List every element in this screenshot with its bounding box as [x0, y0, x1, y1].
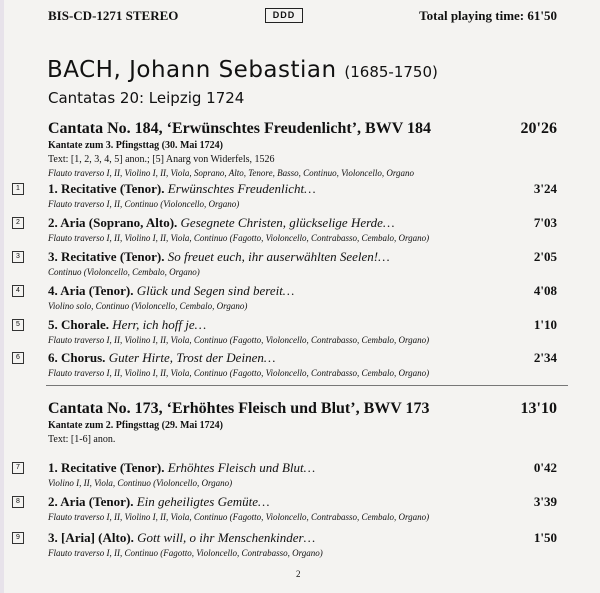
track-incipit: Gesegnete Christen, glückselige Herde…	[180, 215, 395, 230]
text-credit: Text: [1-6] anon.	[48, 434, 116, 445]
composer-name: BACH, Johann Sebastian	[47, 57, 337, 83]
composer-years: (1685-1750)	[344, 63, 438, 81]
track-instruments: Flauto traverso I, II, Continuo (Fagotto, Violoncello, Contrabasso, Organo)	[48, 548, 323, 558]
track-movement: 3. [Aria] (Alto).	[48, 530, 134, 545]
track-row[interactable]	[0, 317, 600, 353]
track-incipit: Guter Hirte, Trost der Deinen…	[108, 350, 276, 365]
track-row[interactable]	[0, 249, 600, 285]
track-incipit: Glück und Segen sind bereit…	[136, 283, 295, 298]
ddd-badge: DDD	[265, 8, 303, 23]
occasion-label: Kantate zum 2. Pfingsttag	[48, 420, 160, 431]
track-instruments: Flauto traverso I, II, Violino I, II, Viola, Continuo (Fagotto, Violoncello, Contrabasso, Cembalo, Organo)	[48, 512, 430, 522]
track-title	[48, 317, 206, 333]
track-number: 7	[12, 462, 24, 474]
section-divider	[46, 385, 568, 386]
cantata-title: Cantata No. 173, ‘Erhöhtes Fleisch und Blut’, BWV 173	[48, 400, 430, 417]
track-number: 5	[12, 319, 24, 331]
catalog-number: BIS-CD-1271 STEREO	[48, 8, 179, 23]
track-duration: 2'34	[533, 350, 557, 365]
track-incipit: Gott will, o ihr Menschenkinder…	[137, 530, 316, 545]
track-duration: 0'42	[533, 460, 557, 475]
track-number: 3	[12, 251, 24, 263]
track-duration: 1'50	[533, 530, 557, 545]
composer-heading	[47, 57, 438, 83]
track-number: 9	[12, 532, 24, 544]
page-number: 2	[296, 569, 301, 579]
track-duration: 3'39	[533, 494, 557, 509]
track-title	[48, 530, 315, 546]
track-row[interactable]	[0, 460, 600, 496]
track-number: 6	[12, 352, 24, 364]
track-number: 1	[12, 183, 24, 195]
track-title	[48, 181, 316, 197]
occasion-date: (30. Mai 1724)	[161, 140, 223, 151]
track-incipit: Ein geheiligtes Gemüte…	[136, 494, 270, 509]
track-title	[48, 494, 270, 510]
track-row[interactable]	[0, 181, 600, 217]
track-row[interactable]	[0, 494, 600, 530]
track-number: 4	[12, 285, 24, 297]
collection-title: Cantatas 20: Leipzig 1724	[48, 89, 245, 107]
track-instruments: Flauto traverso I, II, Violino I, II, Viola, Continuo (Fagotto, Violoncello, Contrabasso, Cembalo, Organo)	[48, 233, 430, 243]
cantata-title: Cantata No. 184, ‘Erwünschtes Freudenlicht’, BWV 184	[48, 120, 431, 137]
track-incipit: Herr, ich hoff je…	[112, 317, 207, 332]
track-row[interactable]	[0, 530, 600, 566]
track-incipit: Erwünschtes Freudenlicht…	[167, 181, 316, 196]
track-row[interactable]	[0, 283, 600, 319]
track-instruments: Violino I, II, Viola, Continuo (Violoncello, Organo)	[48, 478, 233, 488]
track-movement: 3. Recitative (Tenor).	[48, 249, 165, 264]
occasion-date: (29. Mai 1724)	[161, 420, 223, 431]
track-movement: 6. Chorus.	[48, 350, 106, 365]
track-movement: 2. Aria (Tenor).	[48, 494, 134, 509]
occasion-label: Kantate zum 3. Pfingsttag	[48, 140, 160, 151]
track-movement: 5. Chorale.	[48, 317, 110, 332]
cantata-occasion	[48, 140, 223, 151]
track-duration: 2'05	[533, 249, 557, 264]
track-incipit: So freuet euch, ihr auserwählten Seelen!…	[167, 249, 390, 264]
cantata-duration: 20'26	[520, 120, 557, 137]
track-instruments: Violino solo, Continuo (Violoncello, Cembalo, Organo)	[48, 301, 248, 311]
track-instruments: Continuo (Violoncello, Cembalo, Organo)	[48, 267, 200, 277]
track-title	[48, 350, 275, 366]
cantata-occasion	[48, 420, 223, 431]
track-row[interactable]	[0, 350, 600, 386]
track-movement: 1. Recitative (Tenor).	[48, 181, 165, 196]
track-title	[48, 249, 390, 265]
track-incipit: Erhöhtes Fleisch und Blut…	[167, 460, 316, 475]
cantata-duration: 13'10	[520, 400, 557, 417]
track-movement: 2. Aria (Soprano, Alto).	[48, 215, 178, 230]
track-movement: 4. Aria (Tenor).	[48, 283, 134, 298]
text-credit: Text: [1, 2, 3, 4, 5] anon.; [5] Anarg von Widerfels, 1526	[48, 154, 275, 165]
track-title	[48, 215, 395, 231]
cantata-instruments: Flauto traverso I, II, Violino I, II, Viola, Soprano, Alto, Tenore, Basso, Continuo, Violoncello, Organo	[48, 168, 415, 178]
track-duration: 3'24	[533, 181, 557, 196]
track-duration: 7'03	[533, 215, 557, 230]
track-row[interactable]	[0, 215, 600, 251]
track-duration: 4'08	[533, 283, 557, 298]
track-instruments: Flauto traverso I, II, Violino I, II, Viola, Continuo (Fagotto, Violoncello, Contrabasso, Cembalo, Organo)	[48, 335, 430, 345]
total-playing-time: Total playing time: 61'50	[419, 8, 557, 23]
track-duration: 1'10	[533, 317, 557, 332]
track-title	[48, 283, 294, 299]
track-instruments: Flauto traverso I, II, Violino I, II, Viola, Continuo (Fagotto, Violoncello, Contrabasso, Cembalo, Organo)	[48, 368, 430, 378]
track-instruments: Flauto traverso I, II, Continuo (Violoncello, Organo)	[48, 199, 240, 209]
track-movement: 1. Recitative (Tenor).	[48, 460, 165, 475]
track-number: 2	[12, 217, 24, 229]
track-title	[48, 460, 315, 476]
track-number: 8	[12, 496, 24, 508]
